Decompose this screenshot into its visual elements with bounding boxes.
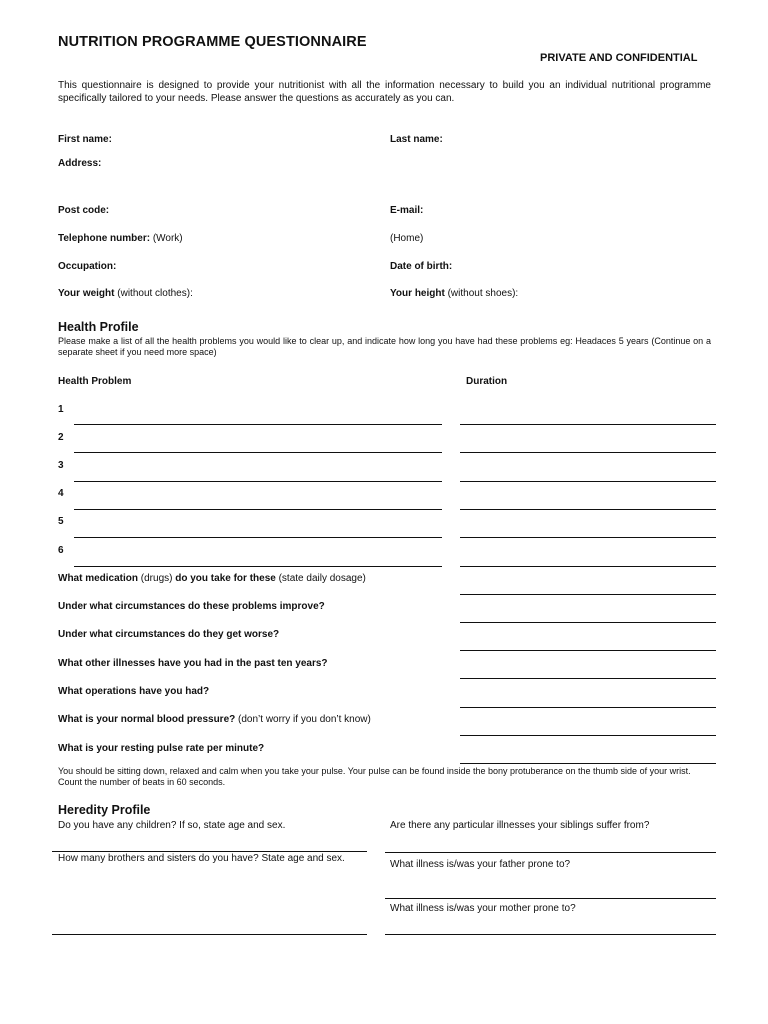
improve-question: Under what circumstances do these problems improve?: [58, 601, 325, 612]
medication-question: [58, 573, 366, 584]
weight-note: (without clothes):: [114, 288, 193, 299]
problem-row-number: 1: [58, 404, 64, 415]
duration-answer-line[interactable]: [460, 566, 716, 567]
telephone-label: Telephone number:: [58, 233, 151, 244]
illnesses-question: What other illnesses have you had in the past ten years?: [58, 658, 328, 669]
medication-answer-line[interactable]: [460, 594, 716, 595]
problem-answer-line[interactable]: [74, 537, 442, 538]
problem-answer-line[interactable]: [74, 481, 442, 482]
medication-q-c: do you take for these: [175, 573, 276, 584]
pulse-question: What is your resting pulse rate per minute?: [58, 743, 265, 754]
health-profile-heading: Health Profile: [58, 320, 139, 334]
dob-label: Date of birth:: [390, 261, 453, 272]
bp-q: What is your normal blood pressure?: [58, 714, 236, 725]
post-code-label: Post code:: [58, 205, 110, 216]
problem-row-number: 2: [58, 432, 64, 443]
confidential-label: PRIVATE AND CONFIDENTIAL: [540, 52, 698, 64]
illnesses-answer-line[interactable]: [460, 678, 716, 679]
problem-row-number: 5: [58, 516, 64, 527]
improve-answer-line[interactable]: [460, 622, 716, 623]
operations-question: What operations have you had?: [58, 686, 210, 697]
address-label: Address:: [58, 158, 102, 169]
duration-answer-line[interactable]: [460, 452, 716, 453]
mother-answer-line[interactable]: [385, 934, 716, 935]
mother-question: What illness is/was your mother prone to?: [390, 903, 576, 914]
siblings-answer-line[interactable]: [52, 934, 367, 935]
bp-note: (don’t worry if you don’t know): [235, 714, 371, 725]
bp-answer-line[interactable]: [460, 735, 716, 736]
height-label: Your height: [390, 288, 445, 299]
problem-answer-line[interactable]: [74, 424, 442, 425]
weight-label: Your weight: [58, 288, 115, 299]
occupation-label: Occupation:: [58, 261, 117, 272]
weight-field: [58, 288, 193, 299]
health-instructions: Please make a list of all the health problems you would like to clear up, and indicate how long you have had these problems eg: Headaces 5 years (Continue on a separate sheet if you need more space): [58, 336, 711, 357]
father-answer-line[interactable]: [385, 898, 716, 899]
medication-q-d: (state daily dosage): [275, 573, 366, 584]
pulse-note: You should be sitting down, relaxed and calm when you take your pulse. Your pulse can be found inside the bony protuberance on the thumb side of your wrist. Count the number of beats in 60 seconds.: [58, 766, 691, 787]
last-name-label: Last name:: [390, 134, 443, 145]
siblings-illness-answer-line[interactable]: [385, 852, 716, 853]
height-note: (without shoes):: [444, 288, 519, 299]
siblings-illness-question: Are there any particular illnesses your siblings suffer from?: [390, 820, 650, 831]
medication-q-a: What medication: [58, 573, 139, 584]
telephone-work-label: (Work): [150, 233, 183, 244]
siblings-question: How many brothers and sisters do you have? State age and sex.: [58, 853, 345, 864]
children-answer-line[interactable]: [52, 851, 367, 852]
problem-answer-line[interactable]: [74, 566, 442, 567]
email-label: E-mail:: [390, 205, 424, 216]
children-question: Do you have any children? If so, state age and sex.: [58, 820, 286, 831]
medication-q-b: (drugs): [138, 573, 176, 584]
duration-answer-line[interactable]: [460, 509, 716, 510]
problem-answer-line[interactable]: [74, 509, 442, 510]
problem-answer-line[interactable]: [74, 452, 442, 453]
duration-answer-line[interactable]: [460, 424, 716, 425]
duration-answer-line[interactable]: [460, 481, 716, 482]
heredity-profile-heading: Heredity Profile: [58, 803, 151, 817]
worse-question: Under what circumstances do they get worse?: [58, 629, 280, 640]
problem-row-number: 6: [58, 545, 64, 556]
intro-text: This questionnaire is designed to provide your nutritionist with all the information necessary to build you an individual nutritional programme specifically tailored to your needs. Please answer the questions as accurately as you can.: [58, 80, 711, 104]
height-field: [390, 288, 518, 299]
worse-answer-line[interactable]: [460, 650, 716, 651]
telephone-home-label: (Home): [390, 233, 424, 244]
operations-answer-line[interactable]: [460, 707, 716, 708]
duration-answer-line[interactable]: [460, 537, 716, 538]
problem-row-number: 3: [58, 460, 64, 471]
blood-pressure-question: [58, 714, 371, 725]
father-question: What illness is/was your father prone to?: [390, 859, 571, 870]
pulse-answer-line[interactable]: [460, 763, 716, 764]
problem-row-number: 4: [58, 488, 64, 499]
form-title: NUTRITION PROGRAMME QUESTIONNAIRE: [58, 34, 367, 50]
telephone-field: [58, 233, 183, 244]
health-problem-header: Health Problem: [58, 376, 132, 387]
first-name-label: First name:: [58, 134, 112, 145]
duration-header: Duration: [466, 376, 508, 387]
